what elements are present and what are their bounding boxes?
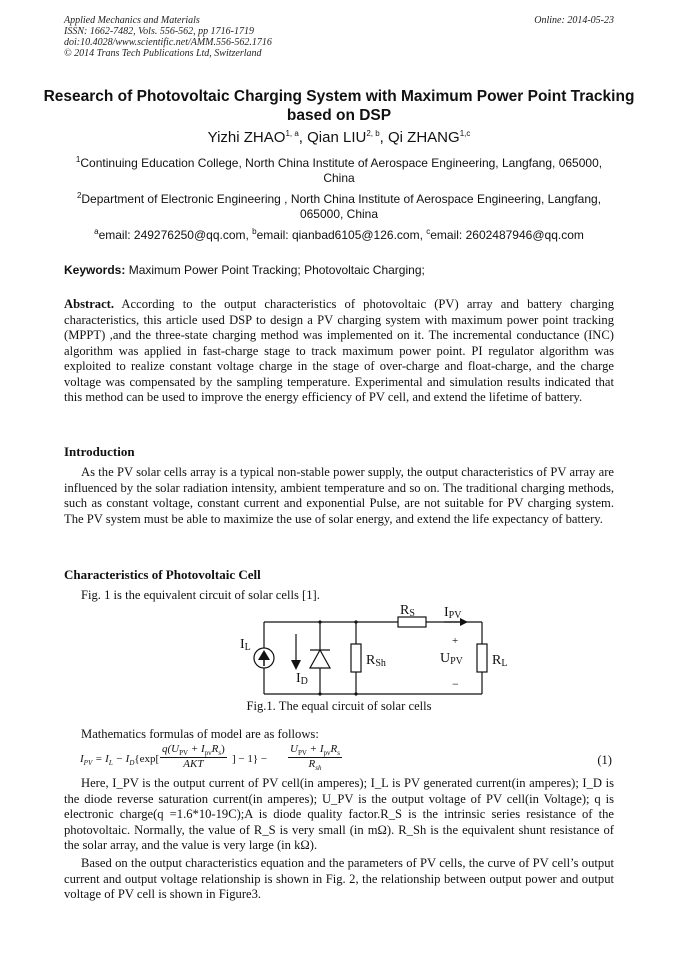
affiliation-1: $^1$Continuing Education College, North China Institute of Aerospace Engineering, Langfang, 065000, China	[75, 155, 603, 185]
author-name: Qian LIU	[307, 129, 367, 146]
journal-name: Applied Mechanics and Materials	[64, 15, 200, 26]
abstract	[64, 297, 614, 406]
affiliation-2: $^2$Department of Electronic Engineering , North China Institute of Aerospace Engineering, Langfang, 065000, China	[76, 191, 602, 221]
email-line: $^a$email: 249276250@qq.com, $^b$email: qianbad6105@126.com, $^c$email: 2602487946@qq.com	[94, 227, 584, 242]
keywords	[64, 263, 614, 278]
online-date: Online: 2014-05-23	[534, 15, 614, 26]
abstract-text: According to the output characteristics of photovoltaic (PV) array and battery charging characteristics, this article used DSP to design a PV charging system with maximum power point tracking (MPPT) ,and the three-state charging method was implemented on it. The incremental conductance (INC) algorithm was applied in fast-charge stage to track maximum power point. PI regulator algorithm was exploited to realize constant voltage charge in the stage of over-charge and float-charge, and the charge voltage was compensated by the sampling temperature. Experimental and simulation results indicated that this method can be used to improve the energy efficiency of PV cell, and extend the lifetime of battery.	[64, 297, 614, 404]
label-rsh: RSh	[366, 653, 386, 669]
paper-title: Research of Photovoltaic Charging System with Maximum Power Point Tracking based on DSP	[43, 88, 635, 124]
label-id: ID	[296, 671, 308, 687]
equation-number: (1)	[597, 753, 612, 767]
label-upv: UPV	[440, 651, 463, 667]
figure-intro: Fig. 1 is the equivalent circuit of solar cells [1].	[81, 588, 320, 602]
plus-sign: +	[452, 635, 459, 647]
author-list: Yizhi ZHAO$^{1, a}$, Qian LIU$^{2, b}$, Qi ZHANG$^{1,c}$	[207, 129, 471, 146]
author-sup: 1, a	[285, 129, 299, 138]
equivalent-circuit-figure	[236, 602, 506, 698]
author-name: Qi ZHANG	[388, 129, 460, 146]
equation-fraction-2: $U_{PV} + I_{pv}R_s$ $R_{sh}$	[290, 743, 340, 773]
author-sup: 2, b	[366, 129, 380, 138]
section-heading-introduction: Introduction	[64, 444, 135, 459]
abstract-label: Abstract.	[64, 297, 115, 311]
author-name: Yizhi ZHAO	[207, 129, 286, 146]
diode-symbol	[310, 650, 330, 668]
label-rs: RS	[400, 603, 415, 619]
doi-line: doi:10.4028/www.scientific.net/AMM.556-562.1716	[64, 37, 272, 48]
keywords-label: Keywords:	[64, 263, 126, 277]
issn-line: ISSN: 1662-7482, Vols. 556-562, pp 1716-1719	[64, 26, 254, 37]
section-heading-characteristics: Characteristics of Photovoltaic Cell	[64, 567, 261, 582]
equation-explanation: Here, I_PV is the output current of PV cell(in amperes); I_L is PV generated current(in amperes); I_D is the diode reverse saturation current(in amperes); U_PV is the output voltage of PV cell(in Voltage); q is electronic charge(q =1.6*10-19C);A is diode quality factor.R_S is the intrinsic series resistance of the photovoltaic. Normally, the value of R_S is very small (in mΩ). R_Sh is the equivalent shunt resistance of the solar array, and the value is very large (in kΩ).	[64, 776, 614, 852]
current-source-arrow	[258, 650, 270, 660]
label-ipv: IPV	[444, 605, 462, 621]
equation-fraction-1: $q(U_{PV} + I_{pv}R_s)$ AKT	[162, 743, 225, 771]
equation-1: $I_{PV} = I_L - I_D\{\exp$[ $q(U_{PV} + I_{pv}R_s)$ AKT ] − 1} − $U_{PV} + I_{pv}R_s$ $R_{sh}$ (1)	[80, 743, 612, 773]
author-sup: 1,c	[459, 129, 471, 138]
closing-paragraph: Based on the output characteristics equation and the parameters of PV cells, the curve of PV cell’s output current and output voltage relationship is shown in Fig. 2, the relationship between output power and output voltage of PV cell is shown in Figure3.	[64, 856, 614, 901]
introduction-text: As the PV solar cells array is a typical non-stable power supply, the output characteristics of PV array are influenced by the solar radiation intensity, ambient temperature and so on. The traditional charging methods, such as constant voltage, constant current and exponential Pulse, are not suitable for PV charging system. The PV system must be able to maximize the use of solar energy, and extend the life expectancy of battery.	[64, 465, 614, 526]
journal-header	[64, 15, 272, 59]
figure-caption: Fig.1. The equal circuit of solar cells	[246, 699, 432, 713]
keywords-text: Maximum Power Point Tracking; Photovoltaic Charging;	[125, 263, 425, 277]
label-rl: RL	[492, 653, 508, 669]
minus-sign: −	[452, 677, 459, 691]
math-intro: Mathematics formulas of model are as follows:	[81, 727, 319, 741]
copyright-line: © 2014 Trans Tech Publications Ltd, Switzerland	[64, 48, 262, 59]
label-il: IL	[240, 637, 251, 653]
